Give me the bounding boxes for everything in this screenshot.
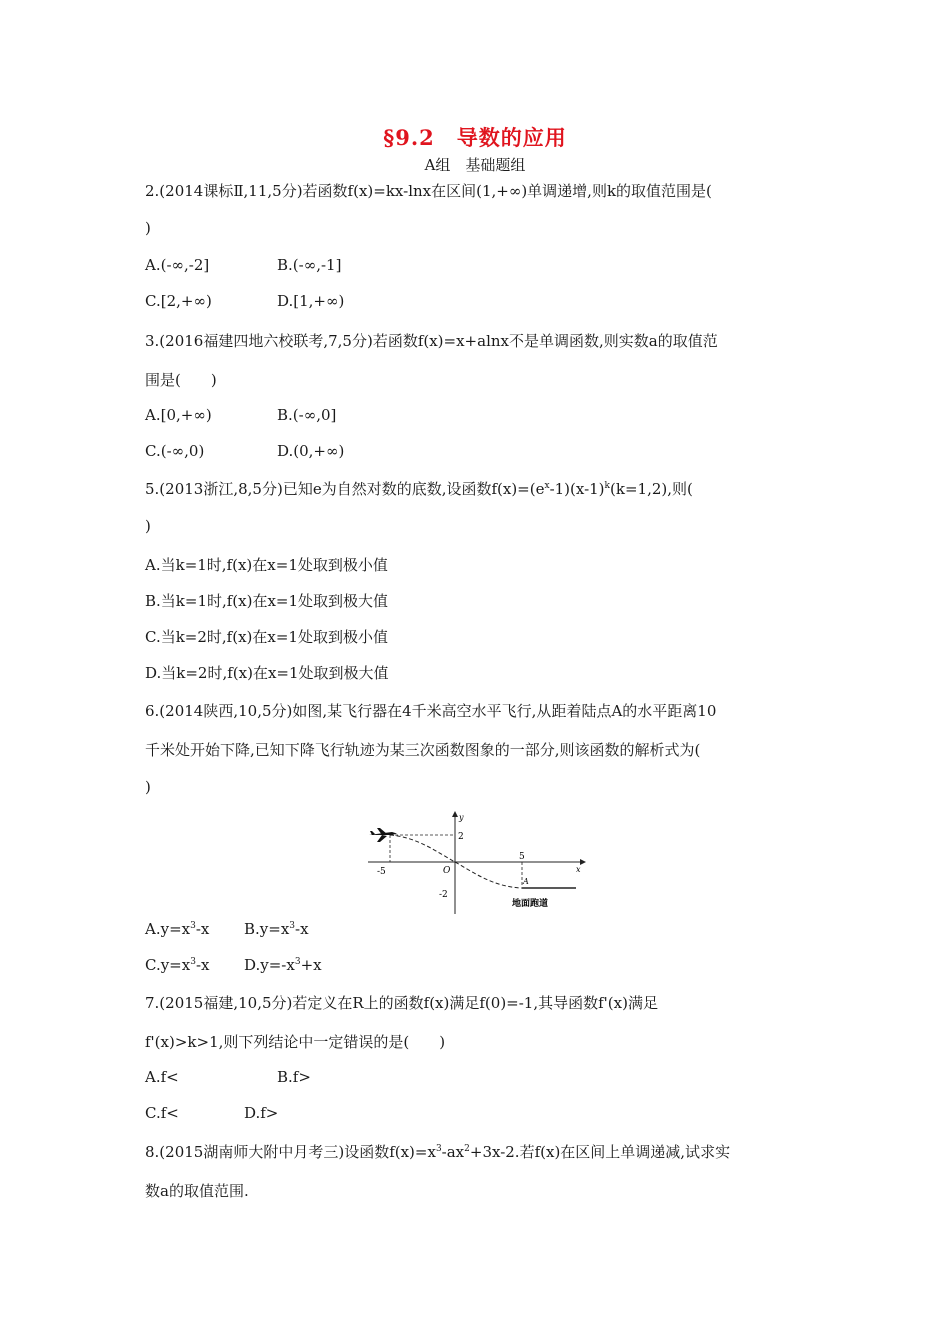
q3-option-c: C.(-∞,0) (145, 442, 205, 460)
q3-stem-line1: 3.(2016福建四地六校联考,7,5分)若函数f(x)=x+alnx不是单调函数,则实数a的取值范 (145, 332, 718, 350)
label-a: A (523, 877, 529, 886)
q8-stem-line1: 8.(2015湖南师大附中月考三)设函数$f(x)=x^3-ax^2+3x-2$.若f(x)在区间上单调递减,试求实 (145, 1143, 731, 1161)
q6-stem-line3: ) (145, 778, 151, 796)
label-5: 5 (519, 852, 525, 862)
q5-option-a: A.当k=1时,f(x)在x=1处取到极小值 (145, 556, 388, 574)
q7-stem-line2: f'(x)>k>1,则下列结论中一定错误的是( ) (145, 1033, 446, 1051)
q5-option-d: D.当k=2时,f(x)在x=1处取到极大值 (145, 664, 389, 682)
q5-stem-line2: ) (145, 517, 151, 535)
q6-option-a: $A.y=x^3-x$ (145, 920, 210, 938)
q2-stem-line1: 2.(2014课标Ⅱ,11,5分)若函数f(x)=kx-lnx在区间(1,+∞)单调递增,则k的取值范围是( (145, 182, 712, 200)
label-neg5: -5 (377, 867, 386, 877)
q5-option-c: C.当k=2时,f(x)在x=1处取到极小值 (145, 628, 388, 646)
q7-option-a: A.f< (145, 1068, 179, 1086)
q7-option-b: B.f> (277, 1068, 311, 1086)
section-subtitle: A组 基础题组 (424, 156, 526, 174)
q7-option-d: D.f> (244, 1104, 279, 1122)
q7-option-c: C.f< (145, 1104, 179, 1122)
runway-label: 地面跑道 (512, 899, 549, 909)
q6-stem-line2: 千米处开始下降,已知下降飞行轨迹为某三次函数图象的一部分,则该函数的解析式为( (145, 741, 701, 759)
y-axis-arrow (452, 811, 458, 817)
q5-option-b: B.当k=1时,f(x)在x=1处取到极大值 (145, 592, 389, 610)
q3-option-b: B.(-∞,0] (277, 406, 337, 424)
page-title: §9.2 导数的应用 (383, 125, 567, 150)
q7-stem-line1: 7.(2015福建,10,5分)若定义在R上的函数f(x)满足f(0)=-1,其导函数f'(x)满足 (145, 994, 658, 1012)
q3-option-a: A.[0,+∞) (145, 406, 212, 424)
q8-stem-line2: 数a的取值范围. (145, 1182, 249, 1200)
label-origin: O (443, 866, 451, 876)
flight-path-figure (362, 810, 592, 922)
x-axis-label: x (576, 865, 581, 874)
q6-option-d: $D.y=-x^3+x$ (244, 956, 322, 974)
q5-stem-line1: 5.(2013浙江,8,5分)已知e为自然对数的底数,设函数$f(x)=(e^x-1)(x-1)^k(k=1,2)$,则( (145, 480, 693, 498)
q2-stem-line2: ) (145, 219, 151, 237)
q6-stem-line1: 6.(2014陕西,10,5分)如图,某飞行器在4千米高空水平飞行,从距着陆点A的水平距离10 (145, 702, 717, 720)
q6-option-c: $C.y=x^3-x$ (145, 956, 210, 974)
q3-option-d: D.(0,+∞) (277, 442, 345, 460)
q2-option-d: D.[1,+∞) (277, 292, 345, 310)
label-neg2: -2 (439, 890, 448, 900)
x-axis-arrow (580, 859, 586, 865)
y-axis-label: y (459, 813, 464, 822)
label-2: 2 (458, 832, 464, 842)
q6-option-b: $B.y=x^3-x$ (244, 920, 309, 938)
q3-stem-line2: 围是( ) (145, 371, 217, 389)
q2-option-c: C.[2,+∞) (145, 292, 212, 310)
q2-option-b: B.(-∞,-1] (277, 256, 342, 274)
q2-option-a: A.(-∞,-2] (145, 256, 210, 274)
